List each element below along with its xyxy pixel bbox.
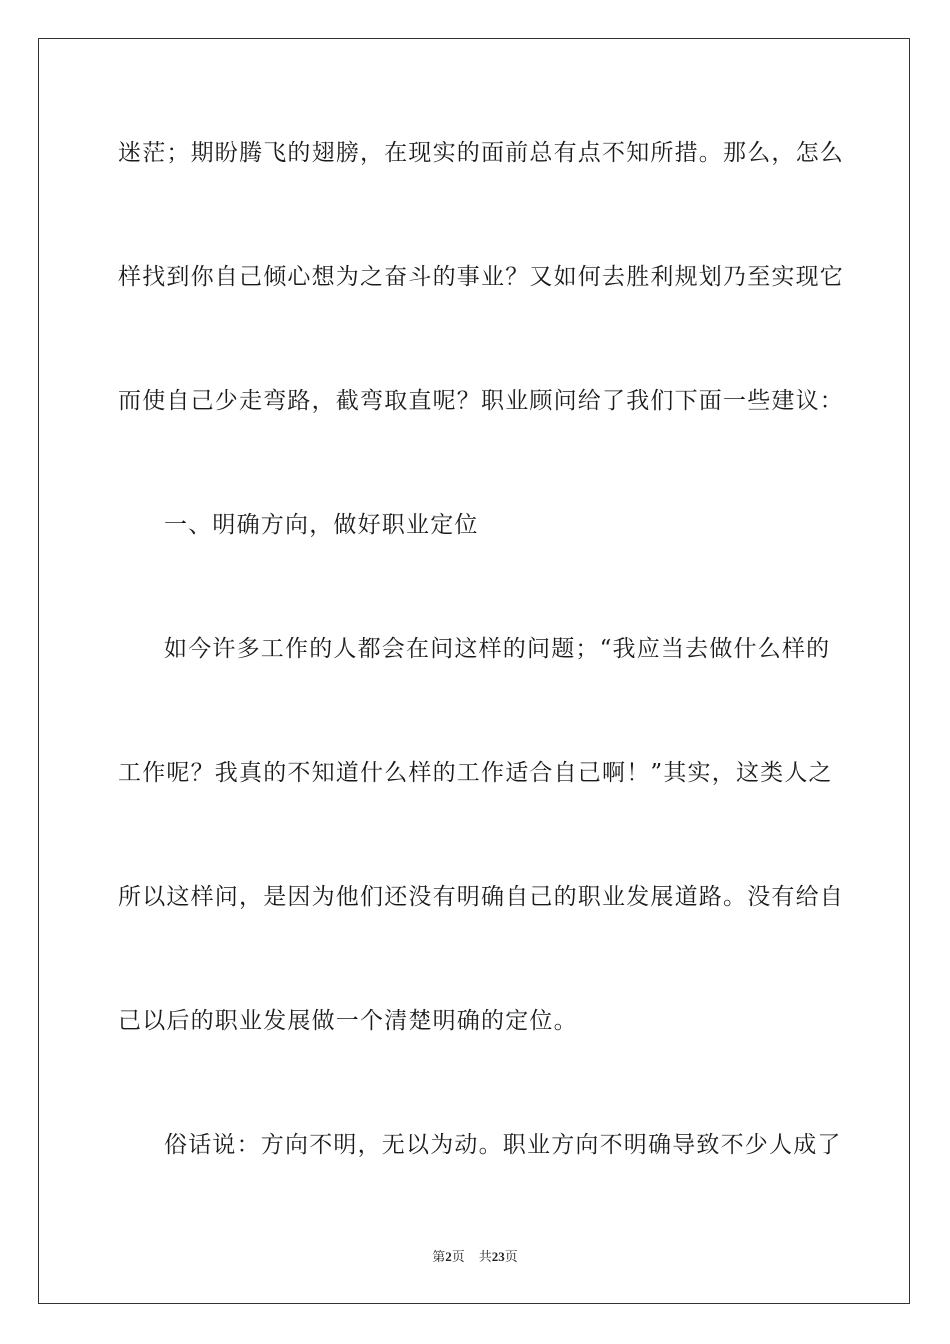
text-line: 工作呢？我真的不知道什么样的工作适合自己啊！”其实，这类人之: [118, 760, 833, 786]
text-line: 样找到你自己倾心想为之奋斗的事业？又如何去胜利规划乃至实现它: [118, 264, 844, 290]
total-pages: 23: [491, 1249, 505, 1264]
section-heading: 一、明确方向，做好职业定位: [164, 512, 479, 538]
text-line: 如今许多工作的人都会在问这样的问题；“我应当去做什么样的: [164, 636, 831, 662]
page-number: 2: [445, 1249, 452, 1264]
total-prefix: 共: [478, 1249, 492, 1264]
page-prefix: 第: [432, 1249, 446, 1264]
text-line: 俗话说：方向不明，无以为动。职业方向不明确导致不少人成了: [164, 1132, 842, 1158]
text-line: 迷茫；期盼腾飞的翅膀，在现实的面前总有点不知所措。那么，怎么: [118, 140, 844, 166]
text-line: 所以这样问，是因为他们还没有明确自己的职业发展道路。没有给自: [118, 884, 844, 910]
page-footer: [0, 1246, 950, 1265]
text-line: 己以后的职业发展做一个清楚明确的定位。: [118, 1008, 578, 1034]
page-border: [38, 38, 910, 1304]
total-suffix: 页: [504, 1249, 518, 1264]
text-line: 而使自己少走弯路，截弯取直呢？职业顾问给了我们下面一些建议：: [118, 388, 844, 414]
page-suffix: 页: [451, 1249, 465, 1264]
